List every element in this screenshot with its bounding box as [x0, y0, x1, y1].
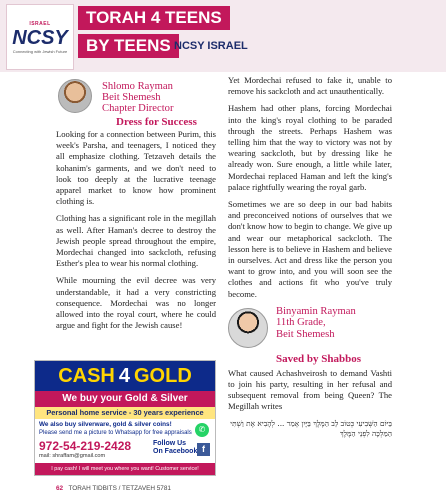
article1-paragraph: Clothing has a significant role in the megillah as well. After Haman's decree to destroy the Jewish people spread throughout the empire, Mordechai changed into sackcloth, refusing Esther's plea to wear his normal clothing. [56, 213, 216, 269]
author2-photo [228, 308, 268, 348]
page-number: 62 [56, 485, 64, 492]
article2-author [276, 306, 356, 340]
article1-paragraph: Hashem had other plans, forcing Mordechai into the king's royal clothing to be paraded through the streets. Perhaps Hashem was telling him that the way to victory was not by wearing sackcloth, but by dressing like he already won. Sure enough, a little while later, Mordechai replaced Haman and left the king's palace rightfully wearing the royal garb. [228, 103, 392, 192]
facebook-icon[interactable]: f [197, 443, 210, 456]
article1-author [102, 81, 173, 114]
ad-phone[interactable]: 972-54-219-2428 [39, 439, 132, 453]
ad-gold-word: GOLD [134, 364, 192, 387]
section-title-line2: BY TEENS [78, 34, 179, 58]
article1-paragraph: Yet Mordechai refused to fake it, unable to remove his sackcloth and act unauthentically. [228, 75, 392, 97]
page-header [0, 0, 446, 72]
hebrew-quote: בַּיּוֹם הַשְּׁבִיעִי כְּטוֹב לֵב הַמֶּלֶךְ בַּיָּיִן אָמַר ... לְהָבִיא אֶת וַשְׁתִּי הַמַּלְכָּה לִפְנֵי הַמֶּלֶךְ [230, 418, 392, 438]
author2-grade: 11th Grade, [276, 317, 326, 329]
ad-also-buy: We also buy silverware, gold & silver coins! [39, 421, 172, 428]
ad-on-facebook: On Facebook [153, 448, 198, 455]
author-location: Beit Shemesh [102, 92, 161, 103]
author2-location: Beit Shemesh [276, 328, 335, 340]
whatsapp-icon[interactable]: ✆ [195, 423, 209, 437]
logo-main-text: NCSY [12, 26, 68, 49]
ad-follow [153, 440, 197, 456]
article1-paragraph: While mourning the evil decree was very understandable, it had a very constricting consequence. Mordechai was no longer allowed into the royal court, where he could argue and fight for the Jewish cause! [56, 275, 216, 331]
article1-paragraph: Sometimes we are so deep in our bad habits and preconceived notions of ourselves that we don't know how to begin to change. We give up and wear our metaphorical sackcloth. The lesson here is to believe in Hashem and believe in ourselves. Act and dress like the person you want to grow into, and you will soon see the clothes and actions fit who you've truly become. [228, 199, 392, 299]
ad-headline [35, 361, 215, 391]
ad-bottom-line: I pay cash! I will meet you where you want! Customer service! [35, 463, 215, 475]
article1-author-block [56, 75, 216, 129]
page-footer [56, 485, 171, 492]
article2-paragraph: What caused Achashveirosh to demand Vashti to join his party, resulting in her refusal and subsequent removal from being Queen? The Megillah writes [228, 367, 392, 412]
ad-email[interactable]: mail: shraffam@gmail.com [39, 453, 106, 459]
right-column [228, 75, 392, 445]
author-role: Chapter Director [102, 103, 174, 114]
logo-tagline: Connecting with Jewish Future [12, 48, 68, 54]
cash-4-gold-ad[interactable] [34, 360, 216, 476]
footer-text: TORAH TIDBITS / TETZAVEH 5781 [68, 485, 171, 492]
section-subtitle: NCSY ISRAEL [174, 40, 248, 52]
ad-whatsapp-line: Please send me a picture to Whatsapp for free appraisals [39, 430, 192, 436]
left-column [56, 75, 216, 337]
logo-top-text: ISRAEL [29, 20, 51, 27]
author-photo [58, 79, 92, 113]
ad-follow-us: Follow Us [153, 440, 187, 447]
article2-author-block [228, 306, 392, 368]
ncsy-logo [6, 4, 74, 70]
ad-cash-word: CASH [58, 364, 115, 387]
ad-four: 4 [118, 364, 130, 387]
article1-title: Dress for Success [116, 116, 197, 128]
article1-paragraph: Looking for a connection between Purim, this week's Parsha, and teenagers, I noticed they all emphasize clothing. Tetzaveh details the kohanim's garments, and we don't need to look too deeply at the lucrative teenage apparel market to know how prominent clothing is. [56, 129, 216, 207]
ad-buy-line: We buy your Gold & Silver [35, 391, 215, 407]
ad-home-service: Personal home service - 30 years experience [35, 407, 215, 419]
author-name: Shlomo Rayman [102, 81, 173, 92]
author2-name: Binyamin Rayman [276, 305, 356, 317]
section-title-line1: TORAH 4 TEENS [78, 6, 230, 30]
article2-title: Saved by Shabbos [276, 352, 361, 365]
